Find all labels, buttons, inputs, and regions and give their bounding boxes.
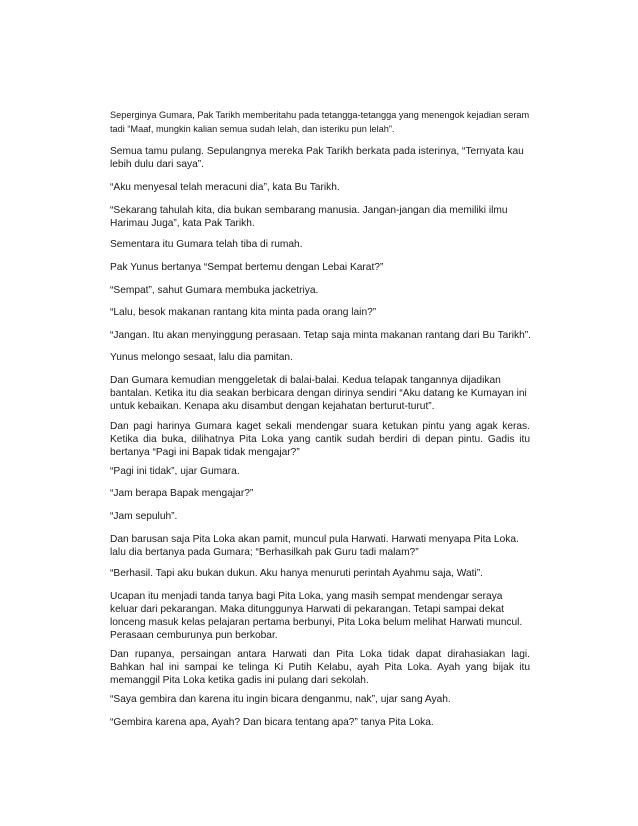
paragraph: Dan pagi harinya Gumara kaget sekali mendengar suara ketukan pintu yang agak keras. Ketika dia buka, dilihatnya Pita Loka yang cantik sudah berdiri di depan pintu. Gadis itu bertanya “Pagi ini Bapak tidak mengajar?”: [110, 421, 530, 458]
paragraph: “Berhasil. Tapi aku bukan dukun. Aku hanya menuruti perintah Ayahmu saja, Wati”.: [110, 568, 483, 579]
paragraph: Ucapan itu menjadi tanda tanya bagi Pita Loka, yang masih sempat mendengar seraya keluar dari pekarangan. Maka ditunggunya Harwati di pekarangan. Tetapi sampai dekat lonceng masuk kelas pelajaran pertama berbunyi, Pita Loka belum melihat Harwati muncul. Perasaan cemburunya pun berkobar.: [110, 591, 523, 641]
paragraph: “Sempat”, sahut Gumara membuka jacketriya.: [110, 285, 319, 296]
paragraph: Pak Yunus bertanya “Sempat bertemu dengan Lebai Karat?”: [110, 262, 384, 273]
paragraph: Seperginya Gumara, Pak Tarikh memberitahu pada tetangga-tetangga yang menengok kejadian seram tadi “Maaf, mungkin kalian semua sudah lelah, dan isteriku pun lelah”.: [110, 110, 530, 134]
paragraph: “Saya gembira dan karena itu ingin bicara denganmu, nak”, ujar sang Ayah.: [110, 694, 451, 705]
paragraph: “Gembira karena apa, Ayah? Dan bicara tentang apa?” tanya Pita Loka.: [110, 717, 434, 728]
paragraph: Semua tamu pulang. Sepulangnya mereka Pak Tarikh berkata pada isterinya, “Ternyata kau lebih dulu dari saya”.: [110, 146, 524, 170]
paragraph: Sementara itu Gumara telah tiba di rumah.: [110, 239, 303, 250]
paragraph: “Sekarang tahulah kita, dia bukan sembarang manusia. Jangan-jangan dia memiliki ilmu Harimau Juga”, kata Pak Tarikh.: [110, 205, 508, 229]
paragraph: “Pagi ini tidak”, ujar Gumara.: [110, 466, 240, 477]
paragraph: “Aku menyesal telah meracuni dia”, kata Bu Tarikh.: [110, 182, 340, 193]
paragraph: Dan Gumara kemudian menggeletak di balai-balai. Kedua telapak tangannya dijadikan bantalan. Ketika itu dia seakan berbicara dengan dirinya sendiri “Aku datang ke Kumayan ini untuk kebaikan. Kenapa aku disambut dengan kejahatan berturut-turut”.: [110, 375, 527, 412]
paragraph: Dan rupanya, persaingan antara Harwati dan Pita Loka tidak dapat dirahasiakan lagi. Bahkan hal ini sampai ke telinga Ki Putih Kelabu, ayah Pita Loka. Ayah yang bijak itu memanggil Pita Loka ketika gadis ini pulang dari sekolah.: [110, 649, 530, 686]
paragraph: Yunus melongo sesaat, lalu dia pamitan.: [110, 352, 293, 363]
paragraph: “Jam sepuluh”.: [110, 511, 178, 522]
paragraph: “Jangan. Itu akan menyinggung perasaan. Tetap saja minta makanan rantang dari Bu Tarikh”.: [110, 330, 531, 341]
paragraph: “Lalu, besok makanan rantang kita minta pada orang lain?”: [110, 307, 377, 318]
paragraph: Dan barusan saja Pita Loka akan pamit, muncul pula Harwati. Harwati menyapa Pita Loka. lalu dia bertanya pada Gumara; “Berhasilkah pak Guru tadi malam?”: [110, 534, 519, 558]
paragraph: “Jam berapa Bapak mengajar?”: [110, 488, 254, 499]
